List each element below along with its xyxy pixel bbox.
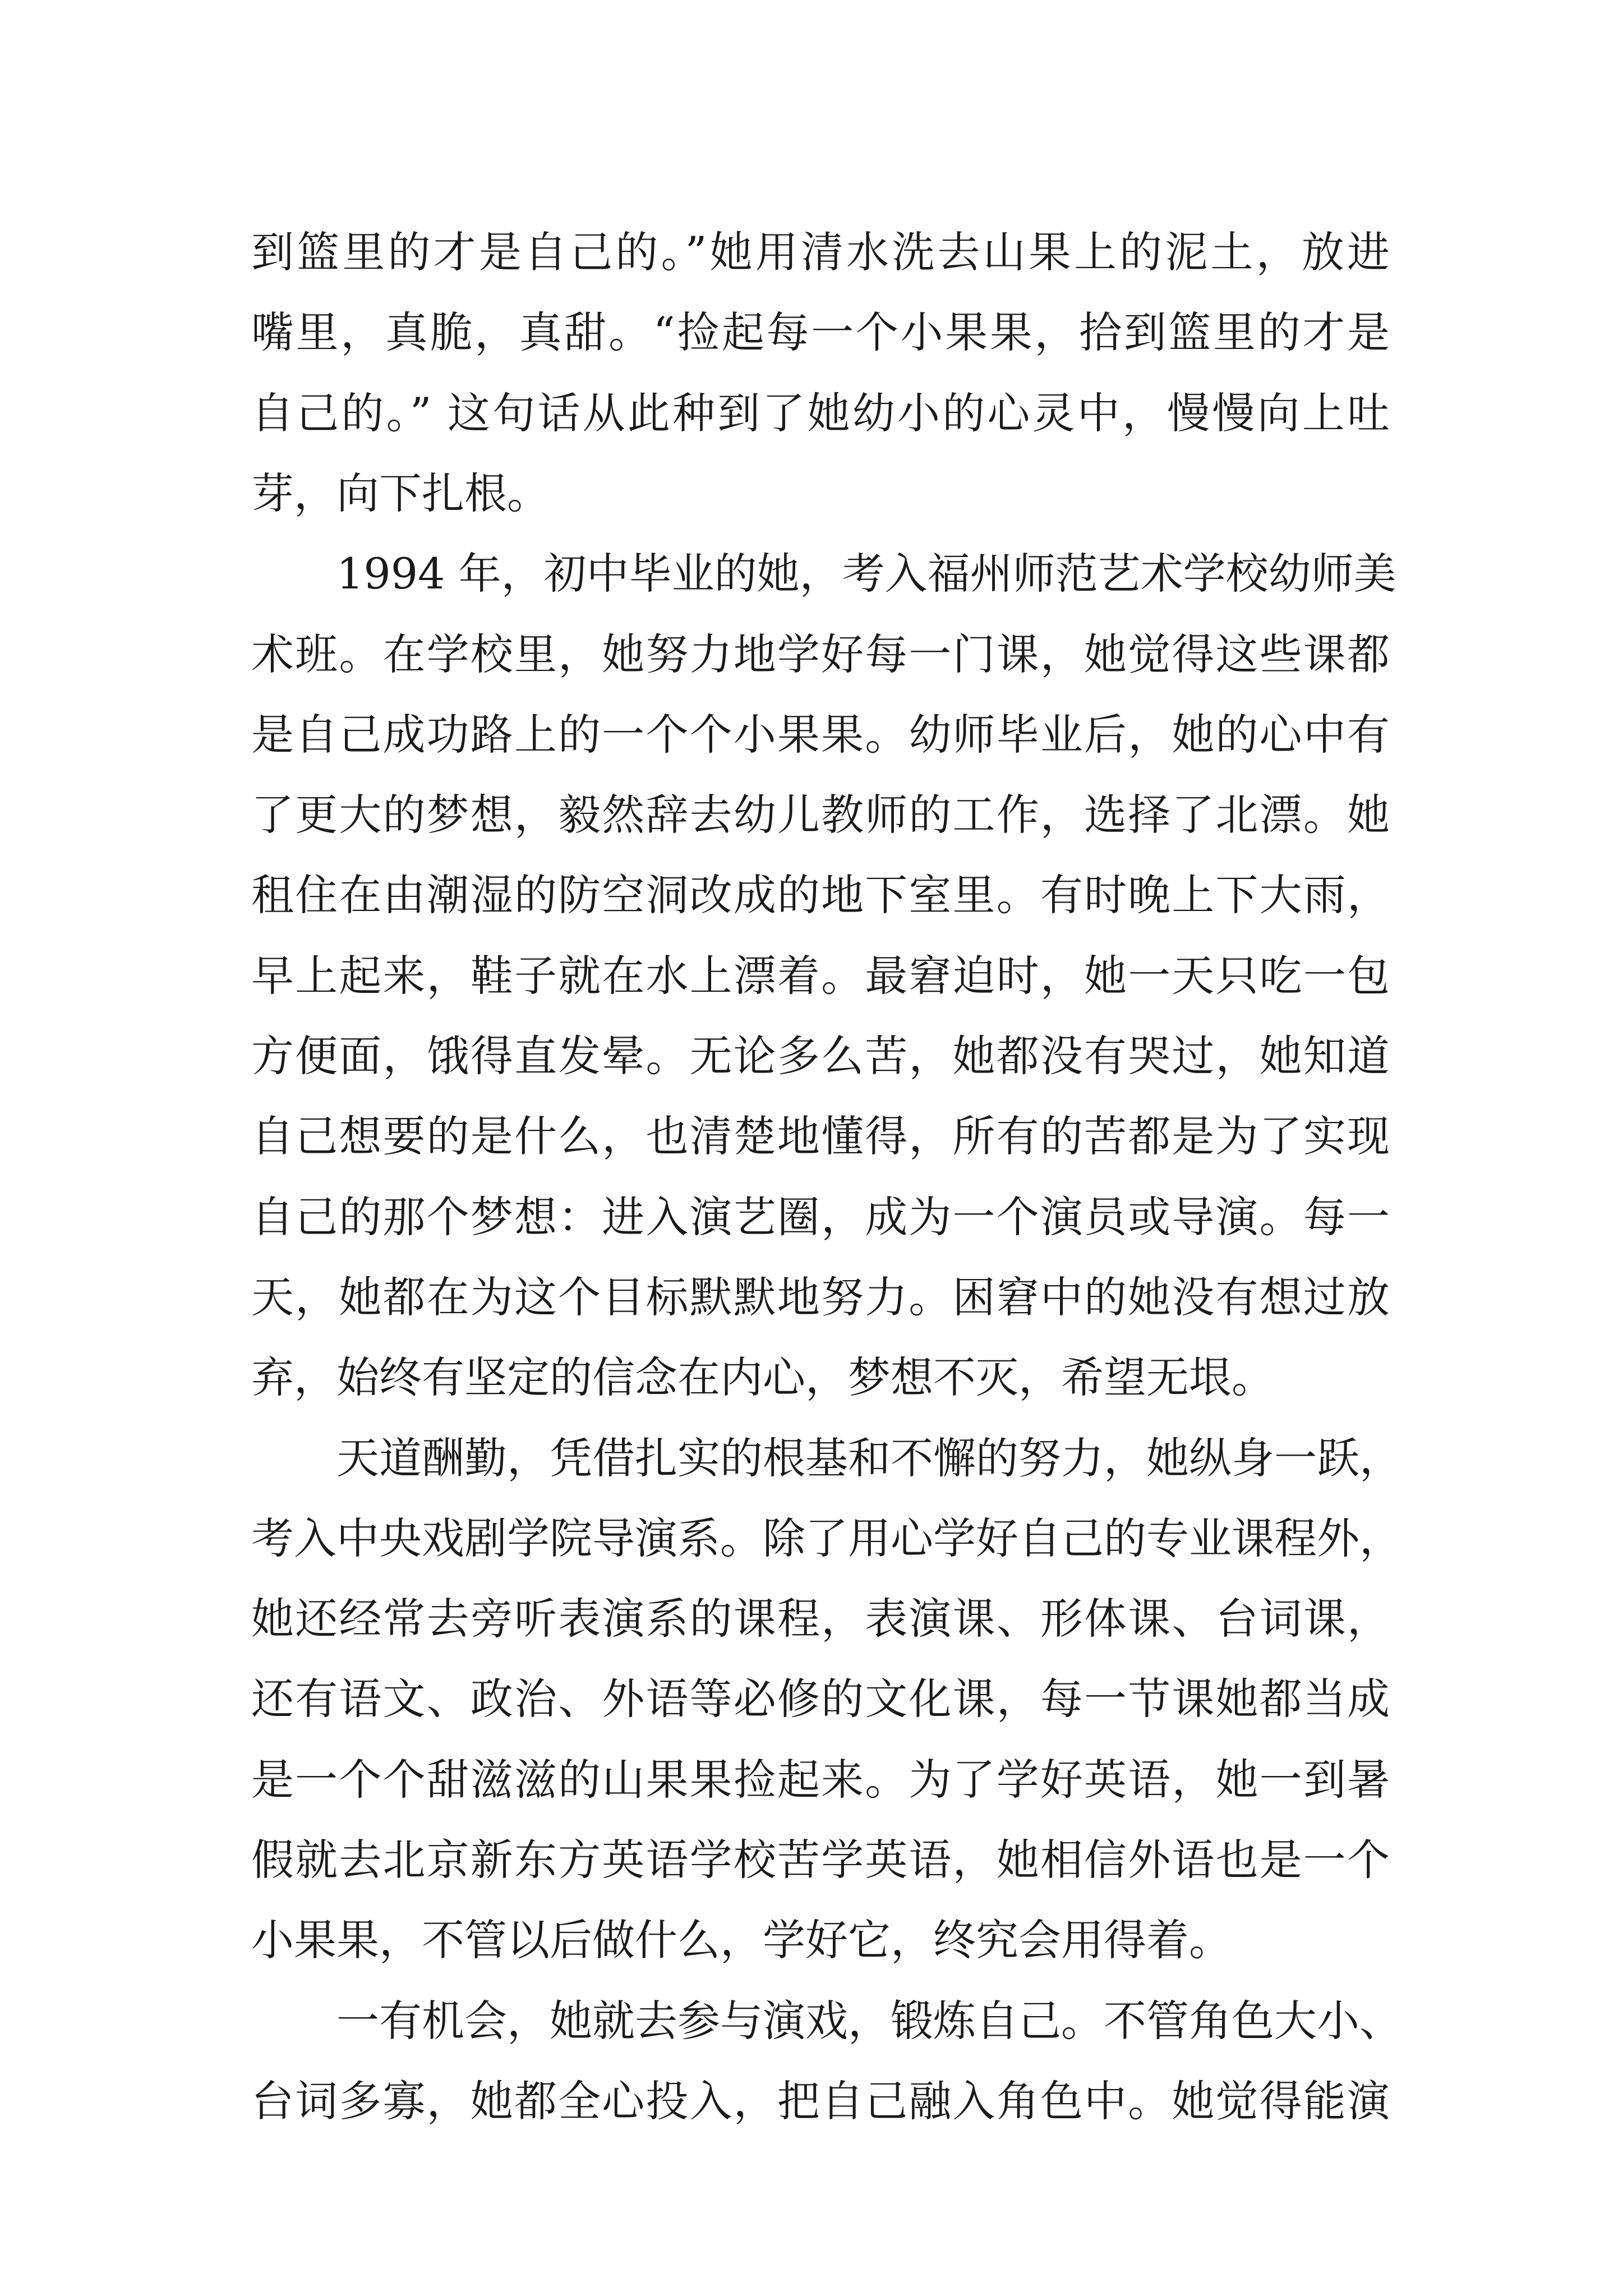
- text-line: 是自己成功路上的一个个小果果。幼师毕业后，她的心中有: [251, 709, 1390, 760]
- text-line: 弃，始终有坚定的信念在内心，梦想不灭，希望无垠。: [251, 1352, 1274, 1403]
- text-line: 术班。在学校里，她努力地学好每一门课，她觉得这些课都: [251, 629, 1390, 679]
- text-line: 自己想要的是什么，也清楚地懂得，所有的苦都是为了实现: [251, 1111, 1390, 1162]
- text-line: 1994 年，初中毕业的她，考入福州师范艺术学校幼师美: [336, 549, 1396, 599]
- text-line: 天，她都在为这个目标默默地努力。困窘中的她没有想过放: [251, 1272, 1390, 1322]
- text-line: 自己的那个梦想：进入演艺圈，成为一个演员或导演。每一: [251, 1191, 1390, 1242]
- text-line: 她还经常去旁听表演系的课程，表演课、形体课、台词课，: [251, 1594, 1390, 1644]
- text-line: 租住在由潮湿的防空洞改成的地下室里。有时晚上下大雨，: [251, 870, 1390, 921]
- text-line: 假就去北京新东方英语学校苦学英语，她相信外语也是一个: [251, 1835, 1390, 1885]
- text-line: 方便面，饿得直发晕。无论多么苦，她都没有哭过，她知道: [251, 1031, 1390, 1081]
- text-line: 芽，向下扎根。: [251, 468, 550, 518]
- text-line: 天道酬勤，凭借扎实的根基和不懈的努力，她纵身一跃，: [336, 1433, 1402, 1483]
- text-line: 了更大的梦想，毅然辞去幼儿教师的工作，选择了北漂。她: [251, 790, 1390, 840]
- text-line: 还有语文、政治、外语等必修的文化课，每一节课她都当成: [251, 1674, 1390, 1724]
- text-line: 台词多寡，她都全心投入，把自己融入角色中。她觉得能演: [251, 2076, 1390, 2126]
- text-line: 到篮里的才是自己的。”她用清水洗去山果上的泥土，放进: [251, 227, 1390, 277]
- text-line: 嘴里，真脆，真甜。“捡起每一个小果果，拾到篮里的才是: [251, 307, 1390, 358]
- text-line: 小果果，不管以后做什么，学好它，终究会用得着。: [251, 1915, 1232, 1966]
- text-line: 早上起来，鞋子就在水上漂着。最窘迫时，她一天只吃一包: [251, 950, 1390, 1001]
- text-line: 自己的。” 这句话从此种到了她幼小的心灵中，慢慢向上吐: [251, 388, 1390, 438]
- text-line: 是一个个甜滋滋的山果果捡起来。为了学好英语，她一到暑: [251, 1754, 1390, 1805]
- text-line: 一有机会，她就去参与演戏，锻炼自己。不管角色大小、: [336, 1995, 1402, 2046]
- text-line: 考入中央戏剧学院导演系。除了用心学好自己的专业课程外，: [251, 1513, 1402, 1563]
